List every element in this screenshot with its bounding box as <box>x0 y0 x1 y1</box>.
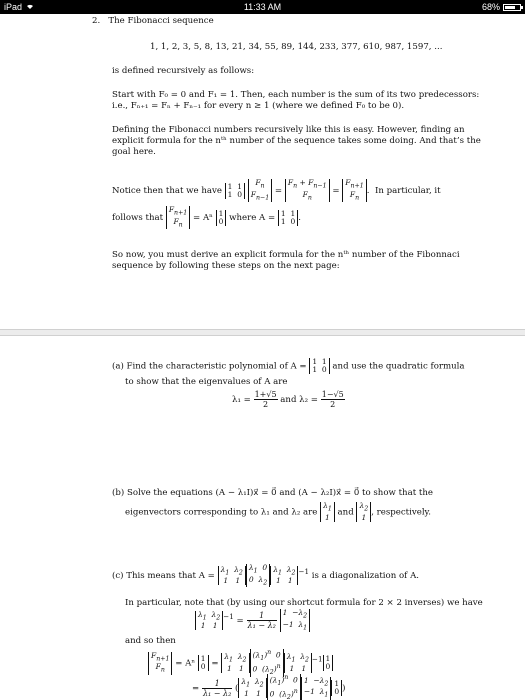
part-b-suffix: , respectively. <box>371 507 432 518</box>
lambda2-den: 2 <box>330 400 336 409</box>
lambda1-num: 1+√5 <box>254 390 277 399</box>
part-a-suffix: and use the quadratic formula <box>332 361 465 372</box>
and-so-line: and so then <box>125 636 176 646</box>
matrix-dn-2: $(\lambda_1)^n$ 0 0 $(\lambda_2)^n$ <box>267 674 301 700</box>
inverse-formula: $\lambda_1$ $\lambda_2$ 1 1 $^{-1}$ = $\frac{1}{\text{λ₁ − λ₂}}$ $1 -\lambda_2$ −1 $\lambda_1$ <box>195 609 310 632</box>
sonow-line-1: So now, you must derive an explicit formula for the nᵗʰ number of the Fibonnaci <box>112 250 460 260</box>
final-frac-den: λ₁ − λ₂ <box>202 688 232 698</box>
vector-10-b: 1 0 <box>198 655 209 671</box>
part-b-prefix: eigenvectors corresponding to λ₁ and λ₂ are <box>125 507 318 518</box>
vector-fn1-b: $F_{n+1}$ $F_n$ <box>166 206 190 229</box>
battery-fill <box>505 6 515 9</box>
vector-sum: $F_n + F_{n-1}$ $F_n$ <box>285 179 330 202</box>
defined-text: is defined recursively as follows: <box>112 66 255 76</box>
follows-line: follows that $F_{n+1}$ $F_n$ = Aⁿ 1 0 where A = 1 1 1 0 . <box>112 205 301 228</box>
start-line-2: i.e., Fₙ₊₁ = Fₙ + Fₙ₋₁ for every n ≥ 1 (where we defined F₀ to be 0). <box>112 101 405 111</box>
defining-line-3: goal here. <box>112 147 156 157</box>
problem-heading <box>92 16 214 27</box>
part-c-suffix: is a diagonalization of A. <box>311 571 420 581</box>
lambda2-num: 1−√5 <box>321 390 344 399</box>
part-c-prefix: (c) This means that A = <box>112 571 215 581</box>
lambda2-frac <box>321 390 345 409</box>
matrix-p-inv: $\lambda_1$ $\lambda_2$ 1 1 <box>270 566 298 586</box>
vector-fn1: $F_{n+1}$ $F_n$ <box>342 179 366 202</box>
part-b-and: and <box>337 507 354 518</box>
final-frac <box>202 679 232 698</box>
final-eq-2: = $\frac{1}{\text{λ₁ − λ₂}}$ ( $\lambda_1$ $\lambda_2$ 1 1 $(\lambda_1)^n$ 0 0 $(\lambda_2)^n$ $1 -\lambda_2$ −1 $\lambda_1$ 1 0 ) <box>192 674 346 700</box>
matrix-p-inv-2: $\lambda_1$ $\lambda_2$ 1 1 <box>284 653 312 673</box>
battery-icon <box>503 4 521 11</box>
follows-mid: = Aⁿ <box>193 213 213 223</box>
matrix-p-3: $\lambda_1$ $\lambda_2$ 1 1 <box>221 653 249 673</box>
matrix-d: $\lambda_1$ 0 0 $\lambda_2$ <box>246 564 270 587</box>
final-eq-1: $F_{n+1}$ $F_n$ = Aⁿ 1 0 = $\lambda_1$ $\lambda_2$ 1 1 $(\lambda_1)^n$ 0 0 $(\lambda_2)^n$ $\lambda_1$ $\lambda_2$ 1 1 $^{-1}$ 1 0 <box>148 649 333 677</box>
defining-line-2: explicit formula for the nᵗʰ number of the sequence takes some doing. And that’s the <box>112 136 481 146</box>
document-page-2 <box>0 336 525 700</box>
lambda1-label: λ₁ = <box>232 395 251 405</box>
equals-2: = <box>192 683 200 694</box>
matrix-p: $\lambda_1$ $\lambda_2$ 1 1 <box>218 566 246 586</box>
matrix-p-4: $\lambda_1$ $\lambda_2$ 1 1 <box>238 678 266 698</box>
final-frac-num: 1 <box>202 679 232 689</box>
vector-10-d: 1 0 <box>331 680 342 696</box>
eigenvector-1: $\lambda_1$ 1 <box>320 502 335 522</box>
fibonacci-sequence: 1, 1, 2, 3, 5, 8, 13, 21, 34, 55, 89, 144, 233, 377, 610, 987, 1597, ... <box>150 42 443 52</box>
inverse-frac-den: λ₁ − λ₂ <box>247 621 276 630</box>
problem-number: 2. <box>92 16 101 26</box>
problem-title: The Fibonacci sequence <box>108 16 214 26</box>
sonow-line-2: sequence by following these steps on the next page: <box>112 261 340 271</box>
equals-1: = <box>211 658 219 669</box>
matrix-adj: $1 -\lambda_2$ −1 $\lambda_1$ <box>280 609 311 632</box>
defining-line-1: Defining the Fibonacci numbers recursively like this is easy. However, finding an <box>112 125 465 135</box>
battery-percent: 68% <box>481 2 500 12</box>
inverse-frac-num: 1 <box>247 611 277 621</box>
eigenvector-2: $\lambda_2$ 1 <box>356 502 371 522</box>
notice-prefix: Notice then that we have <box>112 186 222 196</box>
vector-10-c: 1 0 <box>323 655 334 671</box>
inverse-frac <box>247 611 277 630</box>
part-a-line-2: to show that the eigenvalues of A are <box>125 377 288 387</box>
particular-line: In particular, note that (by using our shortcut formula for 2 × 2 inverses) we have <box>125 598 483 608</box>
follows-prefix: follows that <box>112 213 164 223</box>
matrix-a: 1 1 1 0 <box>225 183 245 199</box>
document-page-1 <box>0 14 525 330</box>
matrix-dn: $(\lambda_1)^n$ 0 0 $(\lambda_2)^n$ <box>250 649 284 677</box>
part-b-line-2 <box>125 502 431 522</box>
notice-line: Notice then that we have 1 1 1 0 $F_n$ $F_{n-1}$ = $F_n + F_{n-1}$ $F_n$ = $F_{n+1}$ $F_n$ . In particular, it <box>112 178 441 201</box>
matrix-a-c: 1 1 1 0 <box>309 358 329 374</box>
follows-where: where A = <box>229 213 276 223</box>
battery-status <box>482 2 521 12</box>
part-b-line-1: (b) Solve the equations (A − λ₁I)x⃗ = 0⃗ and (A − λ₂I)x⃗ = 0⃗ to show that the <box>112 488 433 498</box>
status-bar <box>0 0 525 14</box>
matrix-p-2: $\lambda_1$ $\lambda_2$ 1 1 <box>195 611 223 631</box>
vector-10: 1 0 <box>216 210 227 226</box>
vector-fn1-c: $F_{n+1}$ $F_n$ <box>148 652 172 675</box>
lambda1-den: 2 <box>263 400 269 409</box>
lambda2-label: and λ₂ = <box>280 395 318 405</box>
vector-fn: $F_n$ $F_{n-1}$ <box>248 179 272 202</box>
start-line-1: Start with F₀ = 0 and F₁ = 1. Then, each number is the sum of its two predecessors: <box>112 90 480 100</box>
device-name: iPad <box>4 2 23 12</box>
lambda1-frac <box>254 390 278 409</box>
part-a-prefix: (a) Find the characteristic polynomial of A = <box>112 361 307 372</box>
an-label: = Aⁿ <box>175 658 196 669</box>
part-c-line: (c) This means that A = $\lambda_1$ $\lambda_2$ 1 1 $\lambda_1$ 0 0 $\lambda_2$ $\lambda_1$ $\lambda_2$ 1 1 $^{-1}$ is a diagonalization of A. <box>112 563 420 586</box>
part-a-line-1 <box>112 358 465 374</box>
notice-suffix: In particular, it <box>374 186 441 196</box>
eigenvalues <box>232 390 345 409</box>
matrix-a-b: 1 1 1 0 <box>278 210 298 226</box>
matrix-adj-2: $1 -\lambda_2$ −1 $\lambda_1$ <box>301 677 332 700</box>
clock: 11:33 AM <box>243 2 282 12</box>
